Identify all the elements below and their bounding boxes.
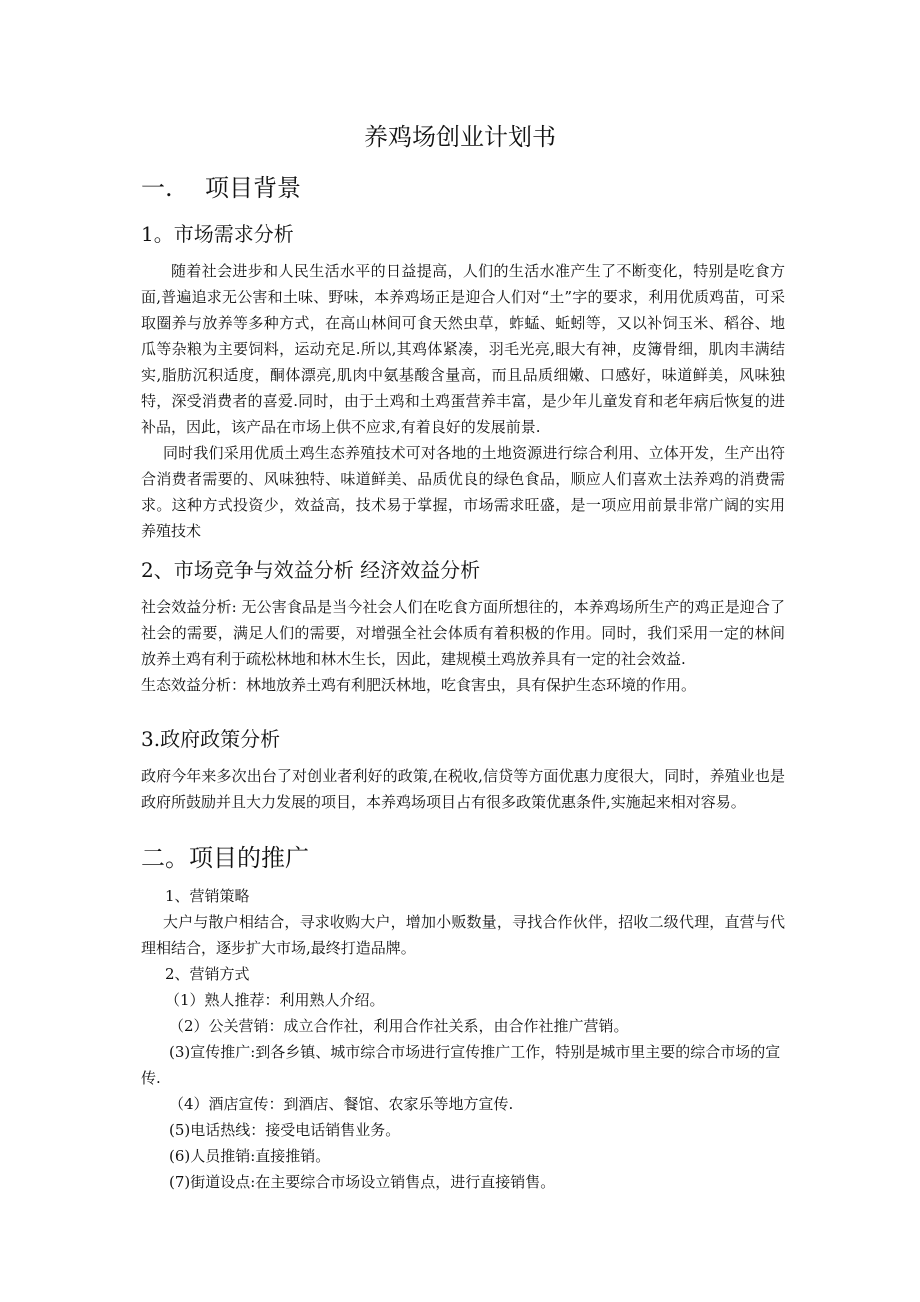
marketing-method-item: (6)人员推销:直接推销。 <box>169 1147 331 1165</box>
section1-number: 一. <box>141 174 173 202</box>
subsection2-heading: 2、市场竞争与效益分析 经济效益分析 <box>141 558 481 582</box>
marketing-methods-title: 2、营销方式 <box>165 965 250 983</box>
subsection3-heading: 3.政府政策分析 <box>141 727 281 751</box>
subsection3-body <box>141 763 785 815</box>
subsection1-body <box>141 258 785 544</box>
document-title: 养鸡场创业计划书 <box>364 123 556 151</box>
marketing-strategy-title: 1、营销策略 <box>165 887 250 905</box>
section2-heading: 二。项目的推广 <box>141 844 309 872</box>
promotion-list <box>141 883 785 1195</box>
subsection1-heading: 1。市场需求分析 <box>141 222 294 246</box>
market-demand-paragraph-1: 随着社会进步和人民生活水平的日益提高，人们的生活水准产生了不断变化，特别是吃食方面,普遍追求无公害和土味、野味，本养鸡场正是迎合人们对“土”字的要求，利用优质鸡苗，可采取圈养与放养等多种方式，在高山林间可食天然虫草，蚱蜢、蚯蚓等，又以补饲玉米、稻谷、地瓜等杂粮为主要饲料，运动充足.所以,其鸡体紧凑，羽毛光亮,眼大有神，皮簿骨细，肌肉丰满结实,脂肪沉积适度，酮体漂亮,肌肉中氨基酸含量高，而且品质细嫩、口感好，味道鲜美，风味独特，深受消费者的喜爱.同时，由于土鸡和土鸡蛋营养丰富，是少年儿童发育和老年病后恢复的进补品，因此，该产品在市场上供不应求,有着良好的发展前景. <box>141 262 785 436</box>
marketing-method-item: (7)街道设点:在主要综合市场设立销售点，进行直接销售。 <box>169 1173 556 1191</box>
section1-title: 项目背景 <box>205 174 301 202</box>
marketing-method-item: （1）熟人推荐：利用熟人介绍。 <box>165 991 385 1009</box>
section1-heading <box>141 171 785 205</box>
marketing-method-item: （2）公关营销：成立合作社，利用合作社关系，由合作社推广营销。 <box>169 1017 629 1035</box>
marketing-method-item: （4）酒店宣传：到酒店、餐馆、农家乐等地方宣传. <box>169 1095 514 1113</box>
subsection2-body <box>141 594 785 698</box>
marketing-method-item: (5)电话热线：接受电话销售业务。 <box>169 1121 401 1139</box>
ecological-benefit-paragraph: 生态效益分析：林地放养土鸡有利肥沃林地，吃食害虫，具有保护生态环境的作用。 <box>141 676 697 694</box>
marketing-method-item: (3)宣传推广:到各乡镇、城市综合市场进行宣传推广工作，特别是城市里主要的综合市场的宣传. <box>141 1043 781 1087</box>
market-demand-paragraph-2: 同时我们采用优质土鸡生态养殖技术可对各地的土地资源进行综合利用、立体开发，生产出符合消费者需要的、风味独特、味道鲜美、品质优良的绿色食品，顺应人们喜欢土法养鸡的消费需求。这种方式投资少，效益高，技术易于掌握，市场需求旺盛，是一项应用前景非常广阔的实用养殖技术 <box>141 444 785 540</box>
social-benefit-paragraph: 社会效益分析: 无公害食品是当今社会人们在吃食方面所想往的，本养鸡场所生产的鸡正是迎合了社会的需要，满足人们的需要，对增强全社会体质有着积极的作用。同时，我们采用一定的林间放养土鸡有利于疏松林地和林木生长，因此，建规模土鸡放养具有一定的社会效益. <box>141 598 785 668</box>
policy-paragraph: 政府今年来多次出台了对创业者利好的政策,在税收,信贷等方面优惠力度很大，同时，养殖业也是政府所鼓励并且大力发展的项目，本养鸡场项目占有很多政策优惠条件,实施起来相对容易。 <box>141 767 785 811</box>
marketing-strategy-text: 大户与散户相结合，寻求收购大户，增加小贩数量，寻找合作伙伴，招收二级代理，直营与代理相结合，逐步扩大市场,最终打造品牌。 <box>141 913 785 957</box>
